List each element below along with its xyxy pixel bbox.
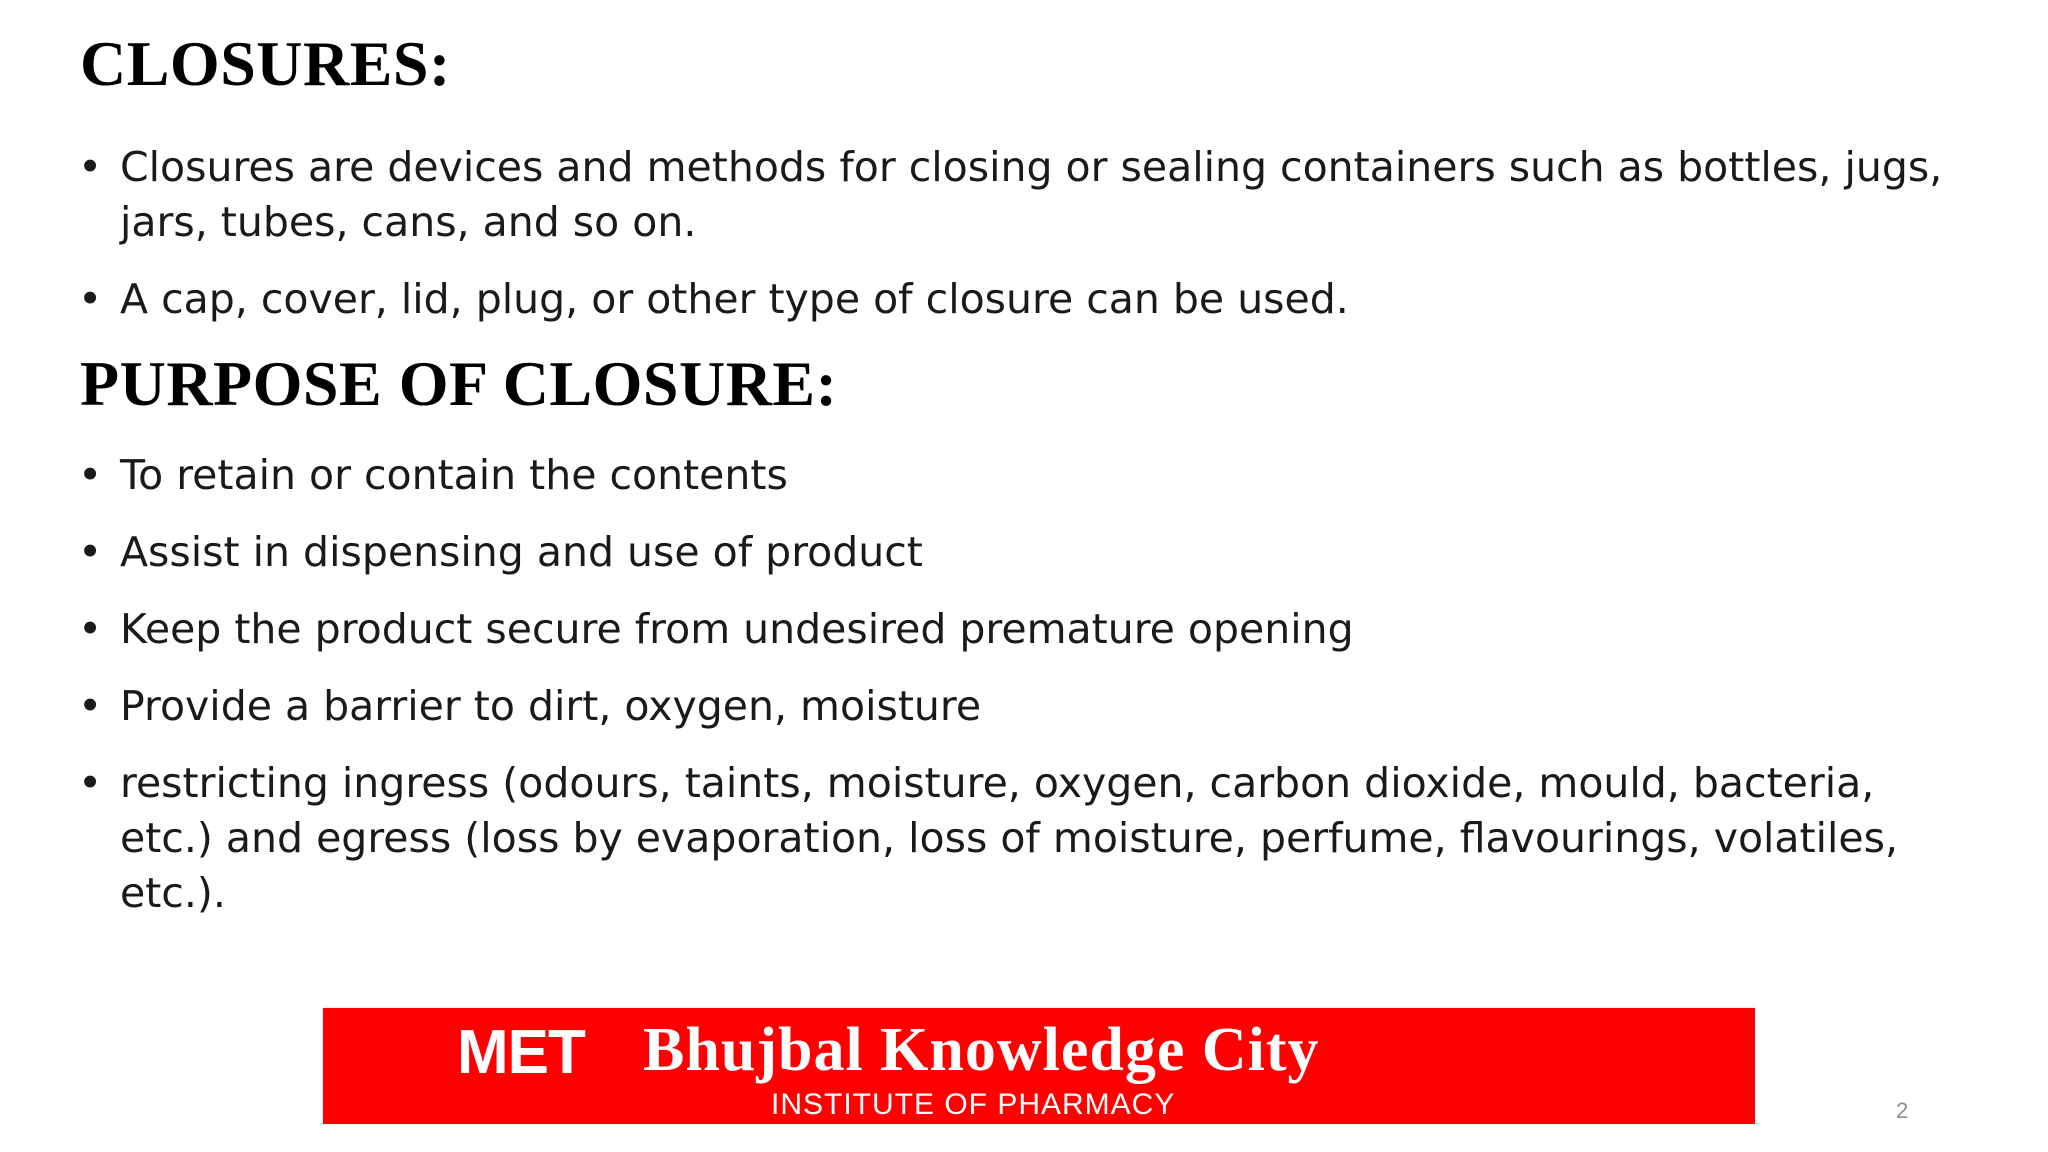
heading-closures: CLOSURES: bbox=[80, 28, 451, 99]
bullet-marker: • bbox=[78, 528, 103, 576]
list-item-text: Provide a barrier to dirt, oxygen, moisture bbox=[120, 682, 982, 730]
list-item bbox=[78, 602, 1958, 657]
bullet-marker: • bbox=[78, 451, 103, 499]
bullet-marker: • bbox=[78, 682, 103, 730]
list-item bbox=[78, 272, 1958, 327]
list-item bbox=[78, 525, 1958, 580]
list-item bbox=[78, 140, 1958, 250]
list-item-text: Closures are devices and methods for closing or sealing containers such as bottles, jugs, jars, tubes, cans, and so on. bbox=[120, 143, 1943, 246]
list-item-text: To retain or contain the contents bbox=[120, 451, 788, 499]
list-item bbox=[78, 448, 1958, 503]
page-number: 2 bbox=[1896, 1098, 1909, 1123]
list-item bbox=[78, 756, 1958, 921]
list-item bbox=[78, 679, 1958, 734]
bullet-marker: • bbox=[78, 759, 103, 807]
banner-met-logo: MET bbox=[457, 1018, 585, 1087]
bullet-marker: • bbox=[78, 143, 103, 191]
purpose-bullet-list bbox=[78, 448, 1958, 943]
list-item-text: Assist in dispensing and use of product bbox=[120, 528, 923, 576]
list-item-text: Keep the product secure from undesired premature opening bbox=[120, 605, 1354, 653]
closures-bullet-list bbox=[78, 140, 1958, 349]
bullet-marker: • bbox=[78, 275, 103, 323]
banner-subtitle: INSTITUTE OF PHARMACY bbox=[771, 1088, 1176, 1121]
banner-institute-name: Bhujbal Knowledge City bbox=[643, 1016, 1320, 1084]
list-item-text: restricting ingress (odours, taints, moisture, oxygen, carbon dioxide, mould, bacteria, etc.) and egress (loss by evaporation, loss of moisture, perfume, flavourings, volatiles, etc.). bbox=[120, 759, 1899, 917]
institute-logo-banner bbox=[323, 1008, 1755, 1124]
list-item-text: A cap, cover, lid, plug, or other type of closure can be used. bbox=[120, 275, 1349, 323]
heading-purpose-of-closure: PURPOSE OF CLOSURE: bbox=[80, 348, 838, 419]
bullet-marker: • bbox=[78, 605, 103, 653]
